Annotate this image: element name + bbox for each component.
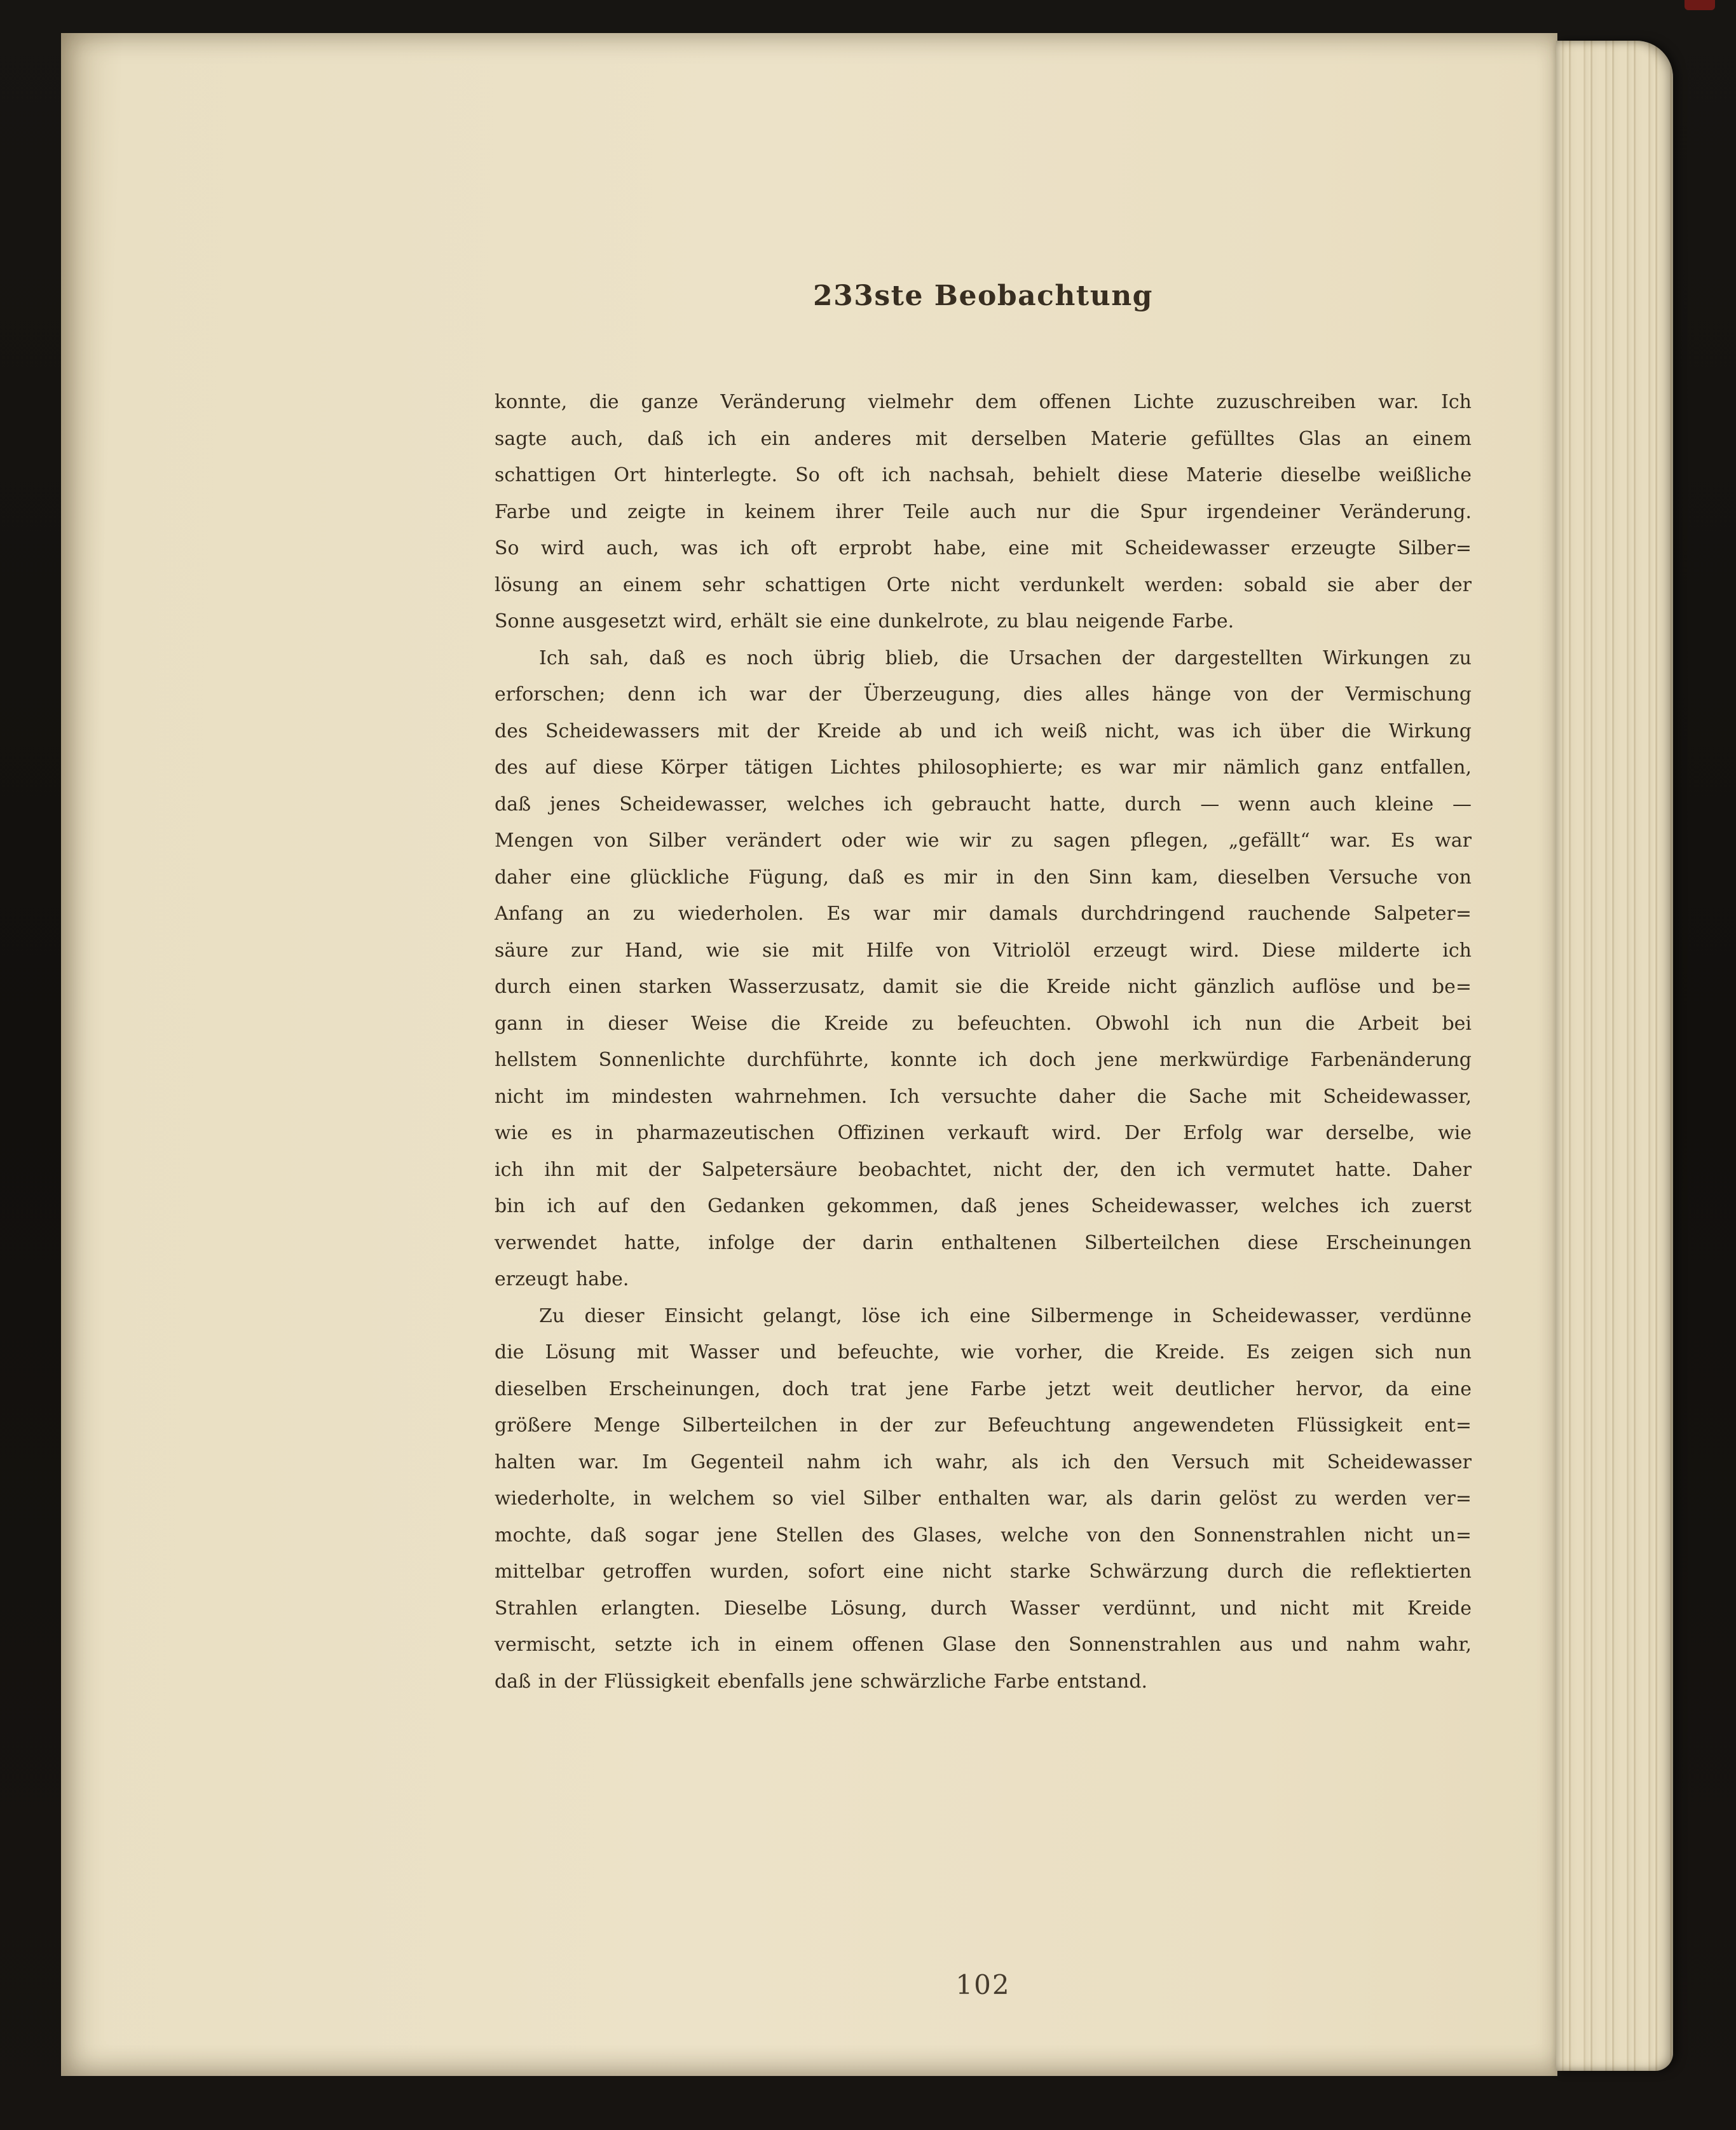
- text-line: des auf diese Körper tätigen Lichtes philosophierte; es war mir nämlich ganz entfallen,: [495, 756, 1472, 779]
- text-line: Strahlen erlangten. Dieselbe Lösung, durch Wasser verdünnt, und nicht mit Kreide: [495, 1597, 1472, 1620]
- text-line: verwendet hatte, infolge der darin enthaltenen Silberteilchen diese Erscheinungen: [495, 1231, 1472, 1254]
- cover-edge-mark: [1685, 0, 1715, 10]
- text-line: Anfang an zu wiederholen. Es war mir damals durchdringend rauchende Salpeter=: [495, 903, 1472, 925]
- text-line: daß jenes Scheidewasser, welches ich gebraucht hatte, durch — wenn auch kleine —: [495, 793, 1472, 816]
- text-line: Zu dieser Einsicht gelangt, löse ich eine Silbermenge in Scheidewasser, verdünne: [539, 1304, 1472, 1327]
- text-line: bin ich auf den Gedanken gekommen, daß jenes Scheidewasser, welches ich zuerst: [495, 1195, 1472, 1217]
- text-line: mochte, daß sogar jene Stellen des Glases, welche von den Sonnenstrahlen nicht un=: [495, 1524, 1472, 1546]
- text-line: nicht im mindesten wahrnehmen. Ich versuchte daher die Sache mit Scheidewasser,: [495, 1085, 1472, 1108]
- text-line: lösung an einem sehr schattigen Orte nicht verdunkelt werden: sobald sie aber der: [495, 573, 1472, 596]
- text-block: [495, 384, 1472, 1700]
- running-header: 233ste Beobachtung: [813, 280, 1153, 312]
- book-page-edges: [1556, 41, 1673, 2071]
- text-line: erforschen; denn ich war der Überzeugung, dies alles hänge von der Vermischung: [495, 683, 1472, 706]
- text-line: sagte auch, daß ich ein anderes mit derselben Materie gefülltes Glas an einem: [495, 427, 1472, 450]
- text-line: Sonne ausgesetzt wird, erhält sie eine dunkelrote, zu blau neigende Farbe.: [495, 610, 1234, 632]
- text-line: Ich sah, daß es noch übrig blieb, die Ursachen der dargestellten Wirkungen zu: [539, 646, 1472, 669]
- text-line: ich ihn mit der Salpetersäure beobachtet, nicht der, den ich vermutet hatte. Daher: [495, 1158, 1472, 1181]
- text-line: konnte, die ganze Veränderung vielmehr dem offenen Lichte zuzuschreiben war. Ich: [495, 391, 1472, 413]
- text-line: mittelbar getroffen wurden, sofort eine nicht starke Schwärzung durch die reflektierten: [495, 1560, 1472, 1583]
- text-line: daß in der Flüssigkeit ebenfalls jene schwärzliche Farbe entstand.: [495, 1670, 1148, 1693]
- text-line: des Scheidewassers mit der Kreide ab und ich weiß nicht, was ich über die Wirkung: [495, 720, 1472, 742]
- text-line: Mengen von Silber verändert oder wie wir zu sagen pflegen, „gefällt“ war. Es war: [495, 829, 1472, 852]
- text-line: vermischt, setzte ich in einem offenen Glase den Sonnenstrahlen aus und nahm wahr,: [495, 1634, 1472, 1656]
- text-line: Farbe und zeigte in keinem ihrer Teile auch nur die Spur irgendeiner Veränderung.: [495, 500, 1472, 523]
- text-line: wiederholte, in welchem so viel Silber enthalten war, als darin gelöst zu werden ver=: [495, 1487, 1472, 1510]
- page-number: 102: [955, 1969, 1011, 2000]
- text-line: erzeugt habe.: [495, 1268, 629, 1290]
- text-line: größere Menge Silberteilchen in der zur Befeuchtung angewendeten Flüssigkeit ent=: [495, 1414, 1472, 1437]
- text-line: säure zur Hand, wie sie mit Hilfe von Vitriolöl erzeugt wird. Diese milderte ich: [495, 939, 1472, 962]
- text-line: gann in dieser Weise die Kreide zu befeuchten. Obwohl ich nun die Arbeit bei: [495, 1012, 1472, 1035]
- text-line: daher eine glückliche Fügung, daß es mir in den Sinn kam, dieselben Versuche von: [495, 866, 1472, 889]
- text-line: So wird auch, was ich oft erprobt habe, eine mit Scheidewasser erzeugte Silber=: [495, 537, 1472, 559]
- text-line: durch einen starken Wasserzusatz, damit sie die Kreide nicht gänzlich auflöse und be=: [495, 976, 1472, 998]
- text-line: hellstem Sonnenlichte durchführte, konnte ich doch jene merkwürdige Farbenänderung: [495, 1049, 1472, 1071]
- text-line: die Lösung mit Wasser und befeuchte, wie vorher, die Kreide. Es zeigen sich nun: [495, 1341, 1472, 1363]
- text-line: wie es in pharmazeutischen Offizinen verkauft wird. Der Erfolg war derselbe, wie: [495, 1122, 1472, 1144]
- text-line: schattigen Ort hinterlegte. So oft ich nachsah, behielt diese Materie dieselbe weißliche: [495, 464, 1472, 486]
- text-line: dieselben Erscheinungen, doch trat jene Farbe jetzt weit deutlicher hervor, da eine: [495, 1377, 1472, 1400]
- text-line: halten war. Im Gegenteil nahm ich wahr, als ich den Versuch mit Scheidewasser: [495, 1451, 1472, 1473]
